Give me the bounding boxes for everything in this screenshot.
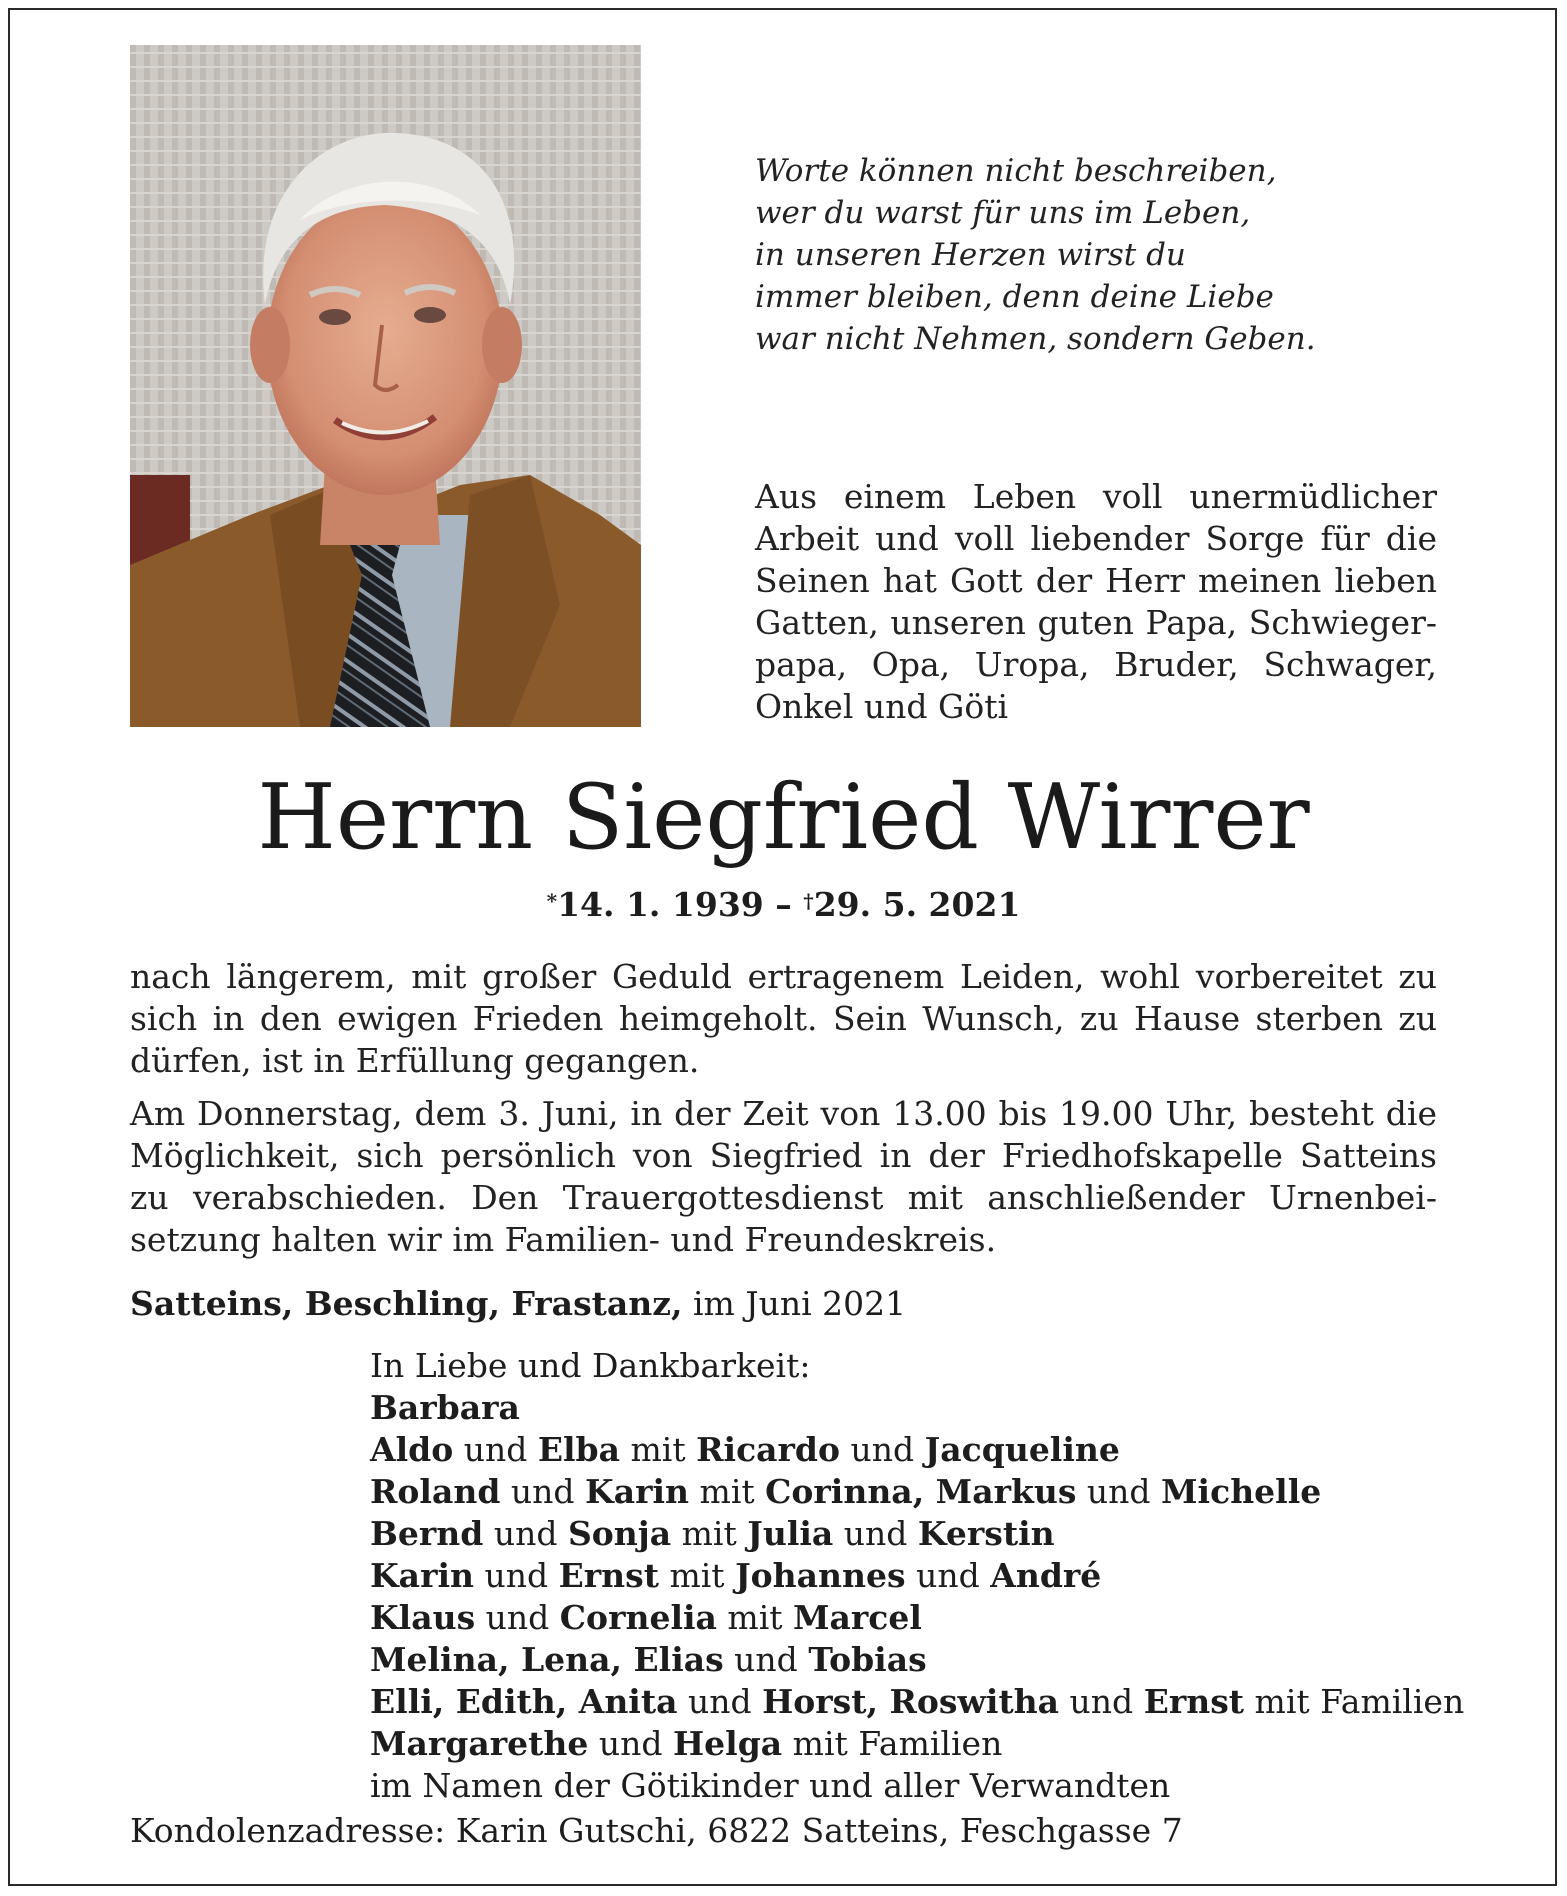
- family-connector: mit Familien: [782, 1724, 1003, 1763]
- date-separator: –: [775, 885, 792, 924]
- poem-line: Worte können nicht beschreiben,: [755, 153, 1277, 189]
- paragraph-line: nach längerem, mit großer Geduld ertragenem Leiden, wohl vorbereitet zu: [130, 957, 1437, 996]
- family-members: [370, 1513, 1055, 1555]
- poem-line: wer du warst für uns im Leben,: [755, 195, 1251, 231]
- family-members: [370, 1765, 1170, 1807]
- family-members: [370, 1471, 1321, 1513]
- intro-line: Aus einem Leben voll unermüdlicher: [755, 477, 1437, 516]
- place-date-line: [130, 1283, 906, 1325]
- death-date: 29. 5. 2021: [813, 885, 1021, 924]
- family-members: [370, 1597, 922, 1639]
- family-connector: und: [500, 1472, 586, 1511]
- family-members: [370, 1723, 1002, 1765]
- family-member-name: Margarethe: [370, 1724, 589, 1763]
- family-connector: und: [905, 1556, 991, 1595]
- paragraph-line: dürfen, ist in Erfüllung gegangen.: [130, 1041, 700, 1080]
- family-member-name: Elli, Edith, Anita: [370, 1682, 678, 1721]
- family-connector: mit Familien: [1244, 1682, 1465, 1721]
- intro-line: papa, Opa, Uropa, Bruder, Schwager,: [755, 645, 1437, 684]
- family-member-name: Melina, Lena, Elias: [370, 1640, 724, 1679]
- family-member-name: Cornelia: [559, 1598, 717, 1637]
- family-member-name: Marcel: [793, 1598, 922, 1637]
- family-member-name: Michelle: [1161, 1472, 1322, 1511]
- family-connector: und: [483, 1514, 568, 1553]
- paragraph-line: sich in den ewigen Frieden heimgeholt. Sein Wunsch, zu Hause sterben zu: [130, 999, 1437, 1038]
- family-connector: und: [1076, 1472, 1162, 1511]
- birth-date: 14. 1. 1939: [557, 885, 764, 924]
- family-connector: mit: [658, 1556, 736, 1595]
- portrait-photo: [130, 45, 641, 727]
- family-member-name: Ricardo: [696, 1430, 841, 1469]
- paragraph-farewell: [130, 1093, 1437, 1261]
- family-member-name: Julia: [747, 1514, 834, 1553]
- family-member-name: Horst, Roswitha: [762, 1682, 1060, 1721]
- family-member-name: Barbara: [370, 1388, 520, 1427]
- intro-line: Onkel und Göti: [755, 687, 1009, 726]
- family-connector: und: [677, 1682, 763, 1721]
- family-member-name: Tobias: [808, 1640, 927, 1679]
- paragraph-line: zu verabschieden. Den Trauergottesdienst mit anschließender Urnenbei-: [130, 1178, 1437, 1217]
- family-member-name: Jacqueline: [924, 1430, 1120, 1469]
- paragraph-line: Möglichkeit, sich persönlich von Siegfried in der Friedhofskapelle Satteins: [130, 1136, 1437, 1175]
- family-member-name: Ernst: [558, 1556, 659, 1595]
- death-symbol: †: [803, 889, 814, 913]
- condolence-address: Kondolenzadresse: Karin Gutschi, 6822 Satteins, Feschgasse 7: [130, 1811, 1183, 1850]
- poem-line: in unseren Herzen wirst du: [755, 237, 1186, 273]
- family-connector: und: [588, 1724, 673, 1763]
- family-member-name: Sonja: [567, 1514, 672, 1553]
- family-connector: mit: [716, 1598, 793, 1637]
- poem-line: immer bleiben, denn deine Liebe: [755, 279, 1274, 315]
- poem-line: war nicht Nehmen, sondern Geben.: [755, 321, 1316, 357]
- family-connector: und: [453, 1430, 538, 1469]
- family-member-name: Johannes: [735, 1556, 906, 1595]
- places: Satteins, Beschling, Frastanz,: [130, 1284, 683, 1323]
- family-members: [370, 1639, 927, 1681]
- poem: [755, 150, 1316, 360]
- family-member-name: Elba: [537, 1430, 621, 1469]
- family-connector: und: [475, 1598, 560, 1637]
- family-member-name: Aldo: [370, 1430, 454, 1469]
- paragraph-line: setzung halten wir im Familien- und Freundeskreis.: [130, 1220, 997, 1259]
- family-connector: im Namen der Götikinder und aller Verwandten: [370, 1766, 1171, 1805]
- paragraph-passing: [130, 956, 1437, 1082]
- family-members: [370, 1555, 1101, 1597]
- family-members: [370, 1387, 520, 1429]
- family-connector: und: [1059, 1682, 1144, 1721]
- family-connector: und: [840, 1430, 925, 1469]
- family-connector: und: [473, 1556, 559, 1595]
- intro-line: Gatten, unseren guten Papa, Schwieger-: [755, 603, 1437, 642]
- family-connector: und: [723, 1640, 809, 1679]
- family-connector: und: [833, 1514, 918, 1553]
- family-member-name: Kerstin: [917, 1514, 1055, 1553]
- intro-line: Seinen hat Gott der Herr meinen lieben: [755, 561, 1437, 600]
- family-connector: mit: [620, 1430, 697, 1469]
- family-members: [370, 1429, 1120, 1471]
- family-member-name: Karin: [585, 1472, 690, 1511]
- family-member-name: Karin: [370, 1556, 474, 1595]
- life-dates: [0, 884, 1567, 926]
- intro-text: [755, 476, 1437, 728]
- deceased-name: Herrn Siegfried Wirrer: [257, 765, 1310, 870]
- family-member-name: Bernd: [370, 1514, 484, 1553]
- paragraph-line: Am Donnerstag, dem 3. Juni, in der Zeit von 13.00 bis 19.00 Uhr, besteht die: [130, 1094, 1437, 1133]
- family-member-name: Helga: [673, 1724, 783, 1763]
- birth-symbol: *: [546, 889, 558, 913]
- family-members: [370, 1681, 1464, 1723]
- family-member-name: Klaus: [370, 1598, 476, 1637]
- month-year: im Juni 2021: [693, 1284, 907, 1323]
- family-member-name: Ernst: [1143, 1682, 1245, 1721]
- family-connector: mit: [671, 1514, 748, 1553]
- family-connector: mit: [689, 1472, 766, 1511]
- family-member-name: Corinna, Markus: [765, 1472, 1077, 1511]
- intro-line: Arbeit und voll liebender Sorge für die: [755, 519, 1437, 558]
- family-member-name: Roland: [370, 1472, 501, 1511]
- family-member-name: André: [990, 1556, 1102, 1595]
- family-heading: In Liebe und Dankbarkeit:: [370, 1346, 811, 1385]
